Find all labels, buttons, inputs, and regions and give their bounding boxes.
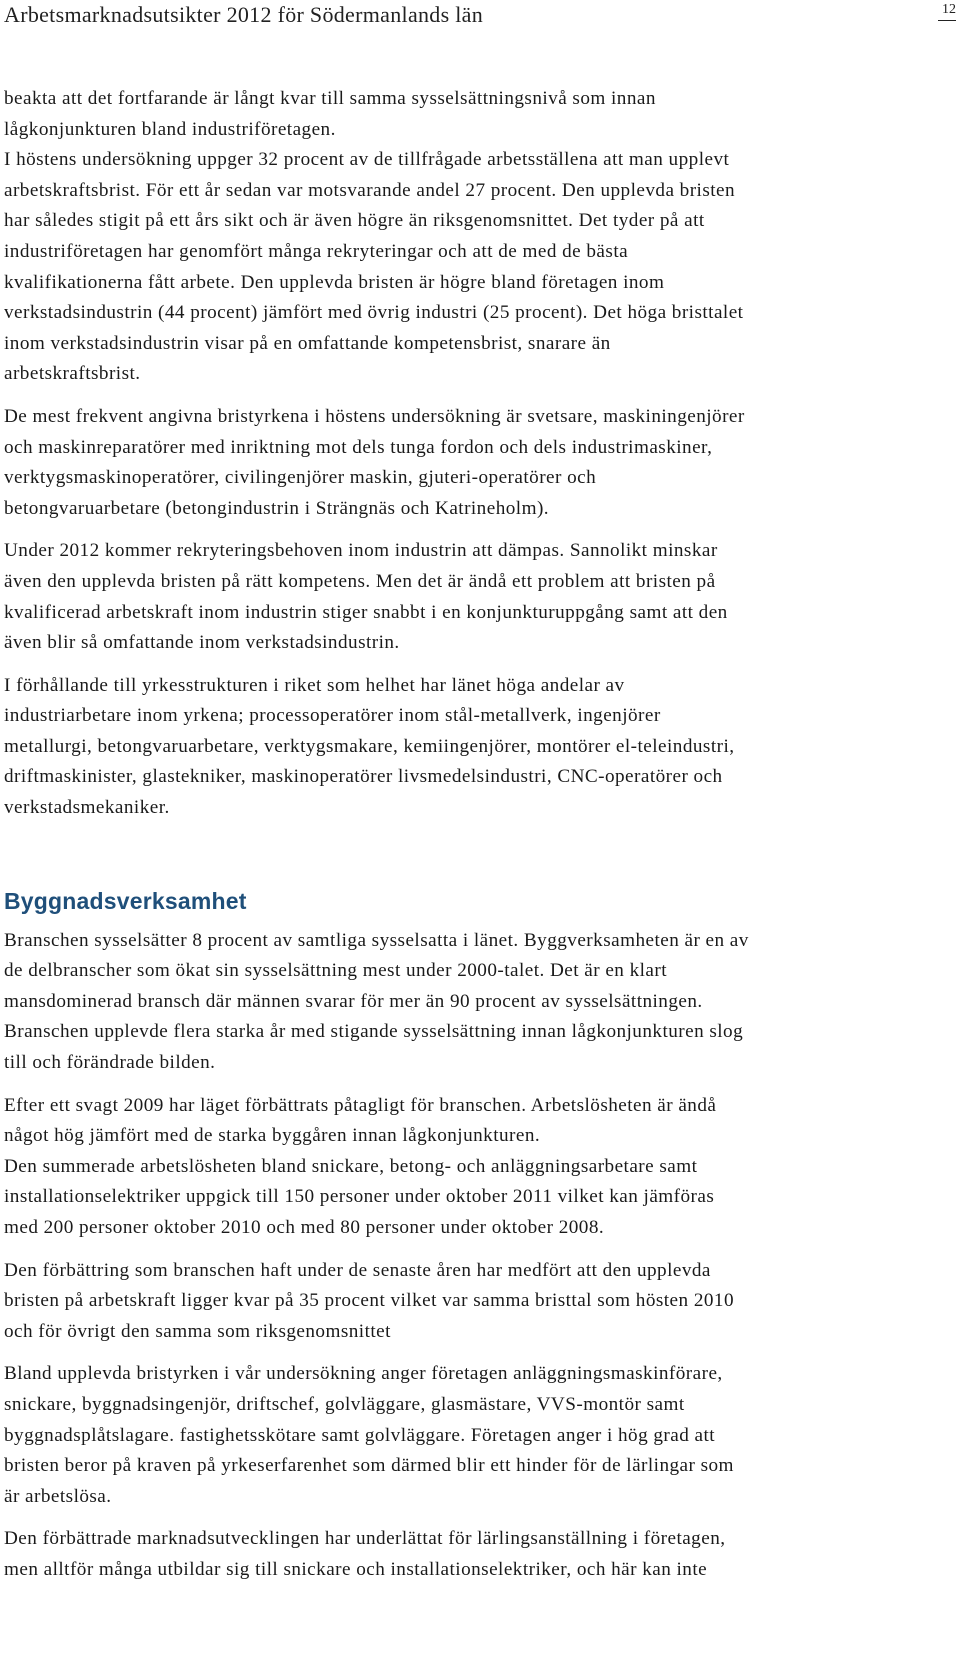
paragraph: De mest frekvent angivna bristyrkena i höstens undersökning är svetsare, maskiningenjörer och maskinreparatörer med inriktning mot dels tunga fordon och dels industrimaskiner, verktygsmaskinoperatörer, civilingenjörer maskin, gjuteri-operatörer och betongvaruarbetare (betongindustrin i Strängnäs och Katrineholm). <box>4 405 745 519</box>
paragraph: Under 2012 kommer rekryteringsbehoven inom industrin att dämpas. Sannolikt minskar även den upplevda bristen på rätt kompetens. Men det är ändå ett problem att bristen på kvalificerad arbetskraft inom industrin stiger snabbt i en konjunkturuppgång samt att den även blir så omfattande inom verkstadsindustrin. <box>4 540 728 654</box>
paragraph: beakta att det fortfarande är långt kvar till samma sysselsättningsnivå som innan lågkonjunkturen bland industriföretagen. <box>4 88 656 140</box>
page-header <box>4 0 960 40</box>
paragraph: Bland upplevda bristyrken i vår undersökning anger företagen anläggningsmaskinförare, snickare, byggnadsingenjör, driftschef, golvläggare, glasmästare, VVS-montör samt byggnadsplåtslagare. fastighetsskötare samt golvläggare. Företagen anger i hög grad att bristen beror på kraven på yrkeserfarenhet som därmed blir ett hinder för de lärlingar som är arbetslösa. <box>4 1363 734 1507</box>
paragraph: I förhållande till yrkesstrukturen i riket som helhet har länet höga andelar av industriarbetare inom yrkena; processoperatörer inom stål-metallverk, ingenjörer metallurgi, betongvaruarbetare, verktygsmakare, kemiingenjörer, montörer el-teleindustri, driftmaskinister, glastekniker, maskinoperatörer livsmedelsindustri, CNC-operatörer och verkstadsmekaniker. <box>4 674 735 819</box>
paragraph: Den förbättrade marknadsutvecklingen har underlättat för lärlingsanställning i företagen, men alltför många utbildar sig till snickare och installationselektriker, och här kan inte <box>4 1528 726 1580</box>
document-title: Arbetsmarknadsutsikter 2012 för Södermanlands län <box>4 2 484 27</box>
section-heading: Byggnadsverksamhet <box>4 887 247 914</box>
paragraph: Branschen sysselsätter 8 procent av samtliga sysselsatta i länet. Byggverksamheten är en av de delbranscher som ökat sin sysselsättning mest under 2000-talet. Det är en klart mansdominerad bransch där männen svarar för mer än 90 procent av sysselsättningen. Branschen upplevde flera starka år med stigande sysselsättning innan lågkonjunkturen slog till och förändrade bilden. <box>4 929 749 1074</box>
body-text <box>4 84 946 1586</box>
page-number: 12 <box>938 2 956 21</box>
paragraph: Den förbättring som branschen haft under de senaste åren har medfört att den upplevda bristen på arbetskraft ligger kvar på 35 procent vilket var samma bristtal som hösten 2010 och för övrigt den samma som riksgenomsnittet <box>4 1259 734 1342</box>
paragraph: Efter ett svagt 2009 har läget förbättrats påtagligt för branschen. Arbetslösheten är ändå något hög jämfört med de starka byggåren innan lågkonjunkturen. <box>4 1094 717 1147</box>
paragraph: I höstens undersökning uppger 32 procent av de tillfrågade arbetsställena att man upplevt arbetskraftsbrist. För ett år sedan var motsvarande andel 27 procent. Den upplevda bristen har således stigit på ett års sikt och är även högre än riksgenomsnittet. Det tyder på att industriföretagen har genomfört många rekryteringar och att de med de bästa kvalifikationerna fått arbete. Den upplevda bristen är högre bland företagen inom verkstadsindustrin (44 procent) jämfört med övrig industri (25 procent). Det höga bristtalet inom verkstadsindustrin visar på en omfattande kompetensbrist, snarare än arbetskraftsbrist. <box>4 149 744 385</box>
paragraph: Den summerade arbetslösheten bland snickare, betong- och anläggningsarbetare samt installationselektriker uppgick till 150 personer under oktober 2011 vilket kan jämföras med 200 personer oktober 2010 och med 80 personer under oktober 2008. <box>4 1155 715 1238</box>
